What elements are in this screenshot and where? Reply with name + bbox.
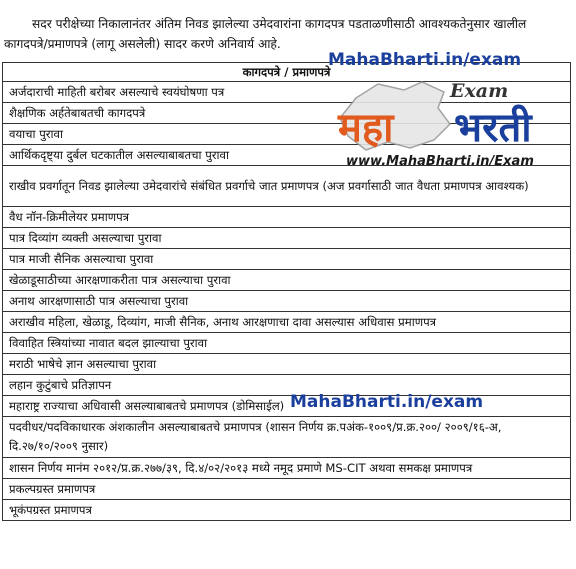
logo-url-text: www.MahaBharti.in/Exam bbox=[346, 154, 534, 169]
table-header: कागदपत्रे / प्रमाणपत्रे bbox=[3, 63, 571, 82]
logo-word-maha: महा bbox=[338, 105, 394, 151]
table-row: वयाचा पुरावा bbox=[3, 124, 571, 145]
mahabharti-logo-watermark bbox=[326, 78, 572, 176]
table-row: शैक्षणिक अर्हतेबाबतची कागदपत्रे bbox=[3, 103, 571, 124]
table-row: अनाथ आरक्षणासाठी पात्र असल्याचा पुरावा bbox=[3, 291, 571, 312]
table-row: अर्जदाराची माहिती बरोबर असल्याचे स्वयंघोषणा पत्र bbox=[3, 82, 571, 103]
table-row: पदवीधर/पदविकाधारक अंशकालीन असल्याबाबतचे प्रमाणपत्र (शासन निर्णय क्र.पअंक-१००९/प्र.क्र.२००/ २००९/१६-अ, दि.२७/१०/२००९ नुसार) bbox=[3, 417, 571, 458]
intro-paragraph: सदर परीक्षेच्या निकालानंतर अंतिम निवड झालेल्या उमेदवारांना कागदपत्र पडताळणीसाठी आवश्यकतेनुसार खालील कागदपत्रे/प्रमाणपत्रे (लागू असलेली) सादर करणे अनिवार्य आहे. bbox=[4, 17, 527, 52]
table-row: खेळाडूसाठीच्या आरक्षणाकरीता पात्र असल्याचा पुरावा bbox=[3, 270, 571, 291]
table-row: आर्थिकदृष्ट्या दुर्बल घटकातील असल्याबाबतचा पुरावा bbox=[3, 145, 571, 166]
table-row: भूकंपग्रस्त प्रमाणपत्र bbox=[3, 500, 571, 521]
logo-exam-text: Exam bbox=[450, 80, 509, 102]
table-row: अराखीव महिला, खेळाडू, दिव्यांग, माजी सैनिक, अनाथ आरक्षणाचा दावा असल्यास अधिवास प्रमाणपत्र bbox=[3, 312, 571, 333]
table-row: पात्र माजी सैनिक असल्याचा पुरावा bbox=[3, 249, 571, 270]
logo-word-bharti: भरती bbox=[454, 105, 532, 151]
watermark-link-top: MahaBharti.in/exam bbox=[328, 50, 522, 70]
table-row: राखीव प्रवर्गातून निवड झालेल्या उमेदवारांचे संबंधित प्रवर्गाचे जात प्रमाणपत्र (अज प्रवर्गासाठी जात वैधता प्रमाणपत्र आवश्यक) bbox=[3, 166, 571, 207]
table-row: लहान कुटुंबाचे प्रतिज्ञापन bbox=[3, 375, 571, 396]
table-row: पात्र दिव्यांग व्यक्ती असल्याचा पुरावा bbox=[3, 228, 571, 249]
watermark-link-middle: MahaBharti.in/exam bbox=[290, 392, 484, 412]
table-row: प्रकल्पग्रस्त प्रमाणपत्र bbox=[3, 479, 571, 500]
table-row: विवाहित स्त्रियांच्या नावात बदल झाल्याचा पुरावा bbox=[3, 333, 571, 354]
table-row: शासन निर्णय मानंम २०१२/प्र.क्र.२७७/३९, दि.४/०२/२०१३ मध्ये नमूद प्रमाणे MS-CIT अथवा समकक्ष प्रमाणपत्र bbox=[3, 458, 571, 479]
table-row: मराठी भाषेचे ज्ञान असल्याचा पुरावा bbox=[3, 354, 571, 375]
table-row: महाराष्ट्र राज्याचा अधिवासी असल्याबाबतचे प्रमाणपत्र (डोमिसाईल) bbox=[3, 396, 571, 417]
table-row: वैध नॉन-क्रिमीलेयर प्रमाणपत्र bbox=[3, 207, 571, 228]
